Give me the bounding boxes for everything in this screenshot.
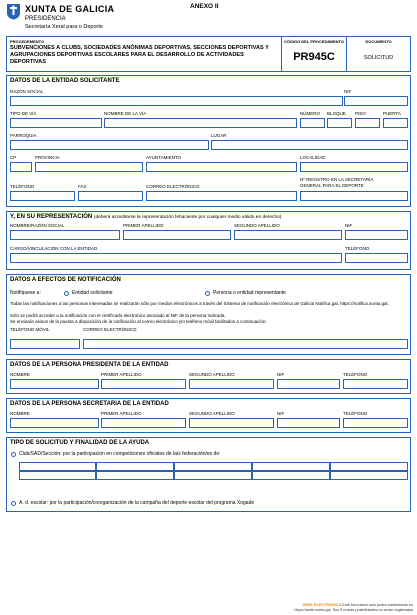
xunta-logo: [6, 3, 146, 33]
rep-telefono-label: TELÉFONO: [345, 246, 370, 251]
org-name: XUNTA DE GALICIA: [25, 4, 115, 14]
rep-nombre-label: NOMBRE/RAZÓN SOCIAL: [10, 223, 65, 228]
radio-persona-representante[interactable]: [205, 291, 210, 296]
notificacion-para-1: Todas las notificaciones a las personas interesadas se realizarán sólo por medios electrónicos a través del Sistema de notificación electrónica de Galicia Notifica.gal, https://notifica.xunta.gal.: [10, 301, 389, 306]
radio-escolar[interactable]: [11, 501, 16, 506]
sec-segundo-apellido-input[interactable]: [189, 418, 274, 428]
opt-entidad-solicitante: Entidad solicitante: [72, 290, 113, 296]
sec-nombre-label: NOMBRE: [10, 411, 30, 416]
section-representacion: [6, 211, 411, 270]
section-title: TIPO DE SOLICITUD Y FINALIDAD DE LA AYUDA: [10, 440, 150, 446]
localidad-label: LOCALIDAD: [300, 155, 326, 160]
puerta-label: PUERTA: [383, 111, 401, 116]
notificacion-para-3: Se enviarán avisos de la puesta a disposición de la notificación al correo electrónico y/o teléfono móvil facilitados a continuación:: [10, 319, 267, 324]
nombre-via-label: NOMBRE DE LA VÍA: [104, 111, 147, 116]
localidad-input[interactable]: [300, 162, 408, 172]
pres-nombre-label: NOMBRE: [10, 372, 30, 377]
parroquia-input[interactable]: [10, 140, 209, 150]
cp-label: CP: [10, 155, 17, 160]
footer-line-1: Este formulario sólo podrá presentarse en: [342, 603, 413, 607]
procedure-text: SUBVENCIONES A CLUBS, SOCIEDADES ANÓNIMAS DEPORTIVAS, SECCIONES DEPORTIVAS Y AGRUPACIONES DEPORTIVAS ESCOLARES PARA EL DESARROLLO DE ACTIVIDADES DEPORTIVAS: [10, 45, 269, 65]
subdept-name: Secretaría Xeral para o Deporte: [25, 24, 103, 30]
federacion-input-10[interactable]: [330, 471, 408, 480]
procedure-cell: [7, 37, 282, 71]
telefono-input[interactable]: [10, 191, 75, 201]
movil-input[interactable]: [10, 339, 80, 349]
bloque-label: BLOQUE: [327, 111, 346, 116]
provincia-label: PROVINCIA: [35, 155, 60, 160]
document-label: DOCUMENTO: [365, 39, 392, 44]
registro-label-2: GENERAL PARA EL DEPORTE: [300, 183, 364, 188]
nif-label: NIF: [344, 89, 352, 94]
rep-nif-input[interactable]: [345, 230, 408, 240]
pres-telefono-label: TELÉFONO: [343, 372, 368, 377]
razon-social-input[interactable]: [10, 96, 343, 106]
procedure-label: PROCEDEMENTO: [10, 39, 45, 44]
footer-line-2: https://sede.xunta.gal. Sus 5 únicas posibilidades no serán registradas: [294, 607, 413, 612]
pres-nombre-input[interactable]: [10, 379, 99, 389]
sec-nif-input[interactable]: [277, 418, 340, 428]
radio-club[interactable]: [11, 452, 16, 457]
rep-nombre-input[interactable]: [10, 230, 120, 240]
fax-input[interactable]: [78, 191, 143, 201]
correo-input[interactable]: [146, 191, 297, 201]
numero-input[interactable]: [300, 118, 325, 128]
section-title: DATOS A EFECTOS DE NOTIFICACIÓN: [10, 277, 121, 283]
bloque-input[interactable]: [327, 118, 352, 128]
representacion-title: Y, EN SU REPRESENTACIÓN: [10, 214, 93, 220]
xunta-emblem-icon: [6, 3, 21, 20]
notificacion-para-2: Sólo se podrá acceder a la notificación con el certificado electrónico asociado al NIF de la persona indicada.: [10, 313, 226, 318]
rep-telefono-input[interactable]: [345, 253, 408, 263]
razon-social-label: RAZÓN SOCIAL: [10, 89, 44, 94]
section-notificacion: [6, 274, 411, 355]
tipo-via-label: TIPO DE VÍA: [10, 111, 37, 116]
opt-club: Club/SAD/Sección: por la participación en competiciones oficiales de la/s federación/es de:: [19, 451, 221, 457]
pres-nif-input[interactable]: [277, 379, 340, 389]
notifiquese-label: Notifíquese a:: [10, 290, 41, 296]
sec-telefono-input[interactable]: [343, 418, 408, 428]
sec-nombre-input[interactable]: [10, 418, 99, 428]
sec-primer-apellido-label: PRIMER APELLIDO: [101, 411, 142, 416]
numero-label: NÚMERO: [300, 111, 320, 116]
federacion-input-1[interactable]: [19, 462, 96, 471]
rep-primer-apellido-label: PRIMER APELLIDO: [123, 223, 164, 228]
movil-label: TELÉFONO MÓVIL: [10, 327, 50, 332]
ayuntamiento-label: AYUNTAMIENTO: [146, 155, 182, 160]
section-title: [10, 214, 281, 220]
federacion-input-7[interactable]: [96, 471, 174, 480]
correo-label: CORREO ELECTRÓNICO: [146, 184, 200, 189]
sec-nif-label: NIF: [277, 411, 285, 416]
notif-correo-label: CORREO ELECTRÓNICO: [83, 327, 137, 332]
section-title: DATOS DE LA ENTIDAD SOLICITANTE: [10, 78, 120, 84]
rep-nif-label: NIF: [345, 223, 353, 228]
code-cell: [282, 37, 347, 71]
puerta-input[interactable]: [383, 118, 408, 128]
pres-primer-apellido-input[interactable]: [101, 379, 186, 389]
telefono-label: TELÉFONO: [10, 184, 35, 189]
rep-primer-apellido-input[interactable]: [123, 230, 231, 240]
footer-note: [294, 603, 413, 612]
sede-seal: SEDE ELECTRÓNICA: [302, 603, 342, 607]
nombre-via-input[interactable]: [104, 118, 297, 128]
registro-input[interactable]: [300, 191, 408, 201]
piso-input[interactable]: [355, 118, 380, 128]
tipo-via-input[interactable]: [10, 118, 102, 128]
pres-telefono-input[interactable]: [343, 379, 408, 389]
representacion-note: (deberá acreditarse la representación fehaciente por cualquier medio válido en derecho): [93, 215, 282, 220]
document-value: SOLICITUD: [363, 55, 394, 61]
section-solicitante: [6, 75, 411, 207]
rep-cargo-label: CARGO/VINCULACIÓN CON LA ENTIDAD: [10, 246, 98, 251]
fax-label: FAX: [78, 184, 87, 189]
registro-label-1: Nº REGISTRO EN LA SECRETARÍA: [300, 177, 374, 182]
sec-primer-apellido-input[interactable]: [101, 418, 186, 428]
cp-input[interactable]: [10, 162, 32, 172]
federacion-input-6[interactable]: [19, 471, 96, 480]
opt-persona-representante: Persona o entidad representante: [213, 290, 286, 296]
opt-escolar: A. d. escolar: por la participación/coorganización de la campaña del deporte escolar del programa Xogade: [19, 500, 255, 506]
document-cell: [347, 37, 410, 71]
section-title: DATOS DE LA PERSONA SECRETARIA DE LA ENTIDAD: [10, 401, 169, 407]
code-label: CÓDIGO DEL PROCEDIMIENTO: [283, 39, 345, 44]
procedure-code: PR945C: [293, 51, 335, 63]
federacion-input-3[interactable]: [174, 462, 252, 471]
notif-correo-input[interactable]: [83, 339, 408, 349]
nif-input[interactable]: [344, 96, 408, 106]
pres-segundo-apellido-label: SEGUNDO APELLIDO: [189, 372, 235, 377]
piso-label: PISO: [355, 111, 366, 116]
rep-segundo-apellido-input[interactable]: [234, 230, 342, 240]
sec-telefono-label: TELÉFONO: [343, 411, 368, 416]
section-presidenta: [6, 359, 411, 394]
rep-cargo-input[interactable]: [10, 253, 342, 263]
lugar-input[interactable]: [211, 140, 408, 150]
rep-segundo-apellido-label: SEGUNDO APELLIDO: [234, 223, 280, 228]
federacion-input-9[interactable]: [252, 471, 330, 480]
dept-name: PRESIDENCIA: [25, 16, 66, 22]
provincia-input[interactable]: [35, 162, 143, 172]
lugar-label: LUGAR: [211, 133, 227, 138]
section-title: DATOS DE LA PERSONA PRESIDENTA DE LA ENTIDAD: [10, 362, 169, 368]
pres-nif-label: NIF: [277, 372, 285, 377]
federacion-input-2[interactable]: [96, 462, 174, 471]
federacion-input-8[interactable]: [174, 471, 252, 480]
procedure-header: [6, 36, 411, 72]
radio-entidad-solicitante[interactable]: [64, 291, 69, 296]
pres-segundo-apellido-input[interactable]: [189, 379, 274, 389]
section-secretaria: [6, 398, 411, 433]
anexo-label: ANEXO II: [190, 3, 219, 10]
federacion-input-5[interactable]: [330, 462, 408, 471]
section-solicitud: [6, 437, 411, 512]
sec-segundo-apellido-label: SEGUNDO APELLIDO: [189, 411, 235, 416]
parroquia-label: PARROQUIA: [10, 133, 37, 138]
ayuntamiento-input[interactable]: [146, 162, 297, 172]
federacion-input-4[interactable]: [252, 462, 330, 471]
pres-primer-apellido-label: PRIMER APELLIDO: [101, 372, 142, 377]
